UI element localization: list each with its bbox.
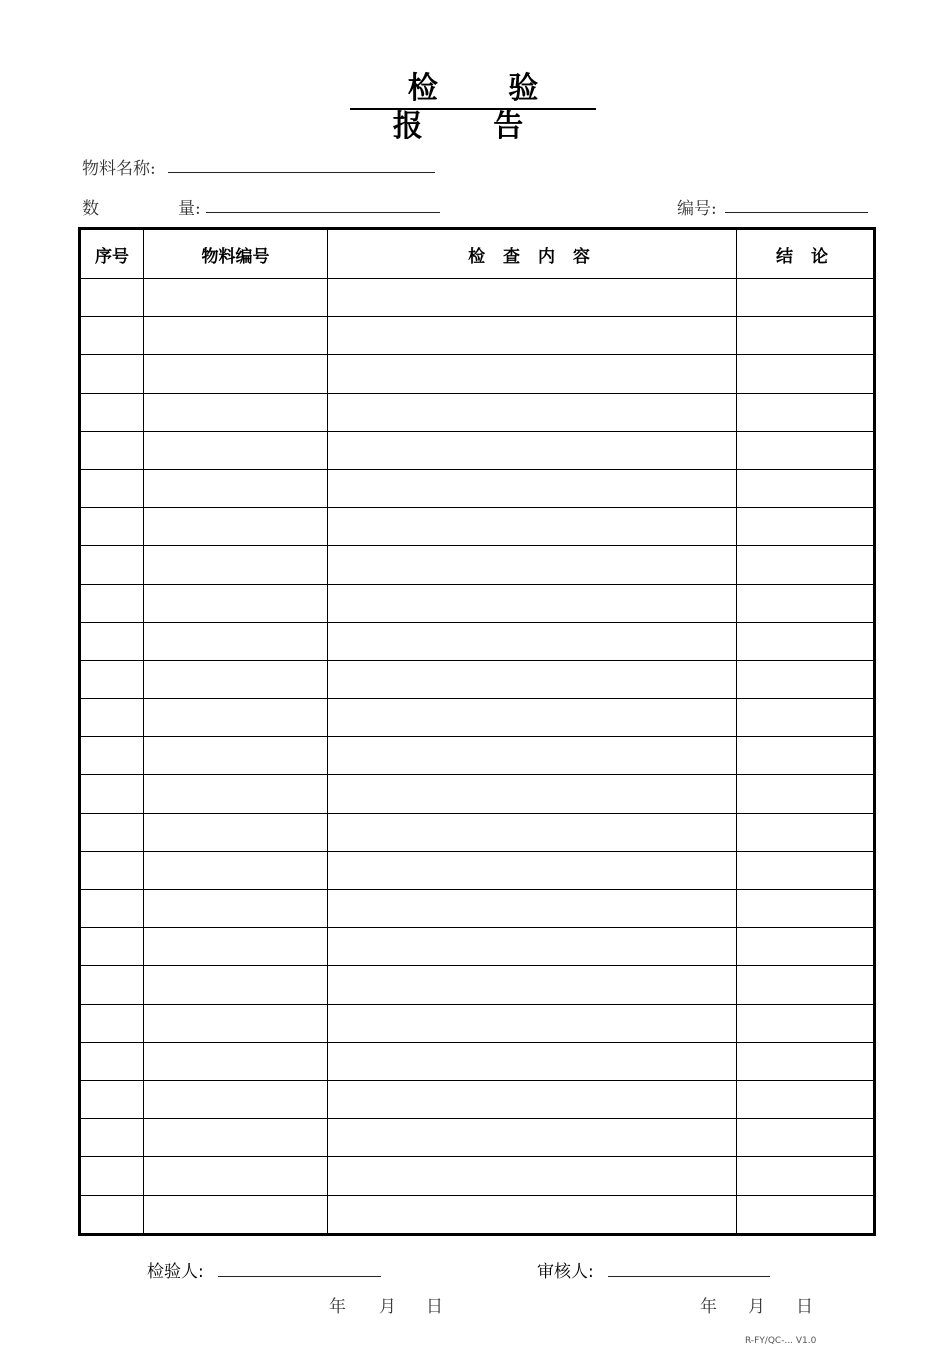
cell-seq[interactable]	[80, 279, 144, 317]
cell-conclusion[interactable]	[737, 279, 875, 317]
cell-seq[interactable]	[80, 660, 144, 698]
cell-material-code[interactable]	[144, 928, 328, 966]
cell-conclusion[interactable]	[737, 1195, 875, 1235]
cell-material-code[interactable]	[144, 622, 328, 660]
material-name-field[interactable]	[168, 172, 435, 173]
table-row	[80, 393, 875, 431]
cell-conclusion[interactable]	[737, 813, 875, 851]
cell-conclusion[interactable]	[737, 1157, 875, 1195]
table-row	[80, 469, 875, 507]
cell-inspection-content[interactable]	[328, 546, 737, 584]
cell-conclusion[interactable]	[737, 355, 875, 393]
cell-material-code[interactable]	[144, 1157, 328, 1195]
cell-seq[interactable]	[80, 317, 144, 355]
cell-inspection-content[interactable]	[328, 393, 737, 431]
reviewer-date-year: 年	[700, 1297, 717, 1317]
table-row	[80, 1080, 875, 1118]
table-row	[80, 775, 875, 813]
cell-inspection-content[interactable]	[328, 890, 737, 928]
cell-seq[interactable]	[80, 1157, 144, 1195]
table-row	[80, 813, 875, 851]
cell-seq[interactable]	[80, 622, 144, 660]
cell-conclusion[interactable]	[737, 622, 875, 660]
cell-conclusion[interactable]	[737, 546, 875, 584]
table-row	[80, 1119, 875, 1157]
cell-conclusion[interactable]	[737, 1042, 875, 1080]
header-conclusion: 结 论	[737, 229, 875, 279]
cell-material-code[interactable]	[144, 699, 328, 737]
inspector-date-month: 月	[379, 1297, 396, 1317]
cell-seq[interactable]	[80, 1119, 144, 1157]
cell-seq[interactable]	[80, 1004, 144, 1042]
cell-conclusion[interactable]	[737, 1119, 875, 1157]
reviewer-date-month: 月	[748, 1297, 765, 1317]
cell-conclusion[interactable]	[737, 469, 875, 507]
table-row	[80, 279, 875, 317]
table-row	[80, 1042, 875, 1080]
header-inspection-content: 检 查 内 容	[328, 229, 737, 279]
cell-conclusion[interactable]	[737, 775, 875, 813]
cell-conclusion[interactable]	[737, 851, 875, 889]
cell-inspection-content[interactable]	[328, 584, 737, 622]
cell-seq[interactable]	[80, 584, 144, 622]
cell-seq[interactable]	[80, 775, 144, 813]
cell-seq[interactable]	[80, 546, 144, 584]
reviewer-label: 审核人:	[537, 1262, 594, 1282]
cell-inspection-content[interactable]	[328, 355, 737, 393]
header-seq: 序号	[80, 229, 144, 279]
cell-seq[interactable]	[80, 928, 144, 966]
cell-inspection-content[interactable]	[328, 966, 737, 1004]
cell-material-code[interactable]	[144, 431, 328, 469]
cell-material-code[interactable]	[144, 851, 328, 889]
quantity-label-char1: 数	[82, 199, 99, 219]
cell-seq[interactable]	[80, 890, 144, 928]
table-row	[80, 317, 875, 355]
cell-inspection-content[interactable]	[328, 775, 737, 813]
cell-material-code[interactable]	[144, 508, 328, 546]
table-row	[80, 584, 875, 622]
inspector-date-year: 年	[329, 1297, 346, 1317]
table-row	[80, 622, 875, 660]
table-row	[80, 928, 875, 966]
cell-inspection-content[interactable]	[328, 1004, 737, 1042]
table-header-row	[80, 229, 875, 279]
cell-inspection-content[interactable]	[328, 469, 737, 507]
cell-conclusion[interactable]	[737, 890, 875, 928]
table-row	[80, 355, 875, 393]
cell-material-code[interactable]	[144, 775, 328, 813]
cell-conclusion[interactable]	[737, 317, 875, 355]
cell-conclusion[interactable]	[737, 431, 875, 469]
cell-conclusion[interactable]	[737, 508, 875, 546]
table-row	[80, 431, 875, 469]
table-row	[80, 1157, 875, 1195]
cell-seq[interactable]	[80, 393, 144, 431]
cell-conclusion[interactable]	[737, 393, 875, 431]
cell-material-code[interactable]	[144, 1080, 328, 1118]
cell-seq[interactable]	[80, 431, 144, 469]
cell-conclusion[interactable]	[737, 699, 875, 737]
document-code: R-FY/QC-... V1.0	[745, 1336, 817, 1346]
cell-conclusion[interactable]	[737, 737, 875, 775]
number-label: 编号:	[677, 199, 717, 219]
cell-inspection-content[interactable]	[328, 851, 737, 889]
cell-material-code[interactable]	[144, 584, 328, 622]
cell-seq[interactable]	[80, 851, 144, 889]
cell-material-code[interactable]	[144, 279, 328, 317]
cell-inspection-content[interactable]	[328, 1157, 737, 1195]
cell-seq[interactable]	[80, 355, 144, 393]
table-row	[80, 851, 875, 889]
reviewer-date-day: 日	[796, 1297, 813, 1317]
table-row	[80, 660, 875, 698]
table-row	[80, 890, 875, 928]
cell-material-code[interactable]	[144, 355, 328, 393]
cell-inspection-content[interactable]	[328, 508, 737, 546]
cell-seq[interactable]	[80, 469, 144, 507]
cell-inspection-content[interactable]	[328, 1195, 737, 1235]
cell-material-code[interactable]	[144, 966, 328, 1004]
table-row	[80, 699, 875, 737]
cell-material-code[interactable]	[144, 1195, 328, 1235]
cell-inspection-content[interactable]	[328, 737, 737, 775]
cell-material-code[interactable]	[144, 1042, 328, 1080]
cell-inspection-content[interactable]	[328, 1119, 737, 1157]
material-name-label: 物料名称:	[82, 159, 156, 179]
table-row	[80, 737, 875, 775]
reviewer-field[interactable]	[608, 1276, 770, 1277]
inspection-table	[78, 227, 876, 1236]
cell-inspection-content[interactable]	[328, 1042, 737, 1080]
cell-seq[interactable]	[80, 1080, 144, 1118]
cell-inspection-content[interactable]	[328, 813, 737, 851]
cell-material-code[interactable]	[144, 469, 328, 507]
table-row	[80, 508, 875, 546]
cell-inspection-content[interactable]	[328, 431, 737, 469]
page-title: 检 验 报 告	[350, 70, 596, 110]
cell-conclusion[interactable]	[737, 966, 875, 1004]
inspector-label: 检验人:	[147, 1262, 204, 1282]
cell-material-code[interactable]	[144, 393, 328, 431]
cell-material-code[interactable]	[144, 660, 328, 698]
cell-conclusion[interactable]	[737, 1080, 875, 1118]
table-row	[80, 966, 875, 1004]
cell-material-code[interactable]	[144, 813, 328, 851]
cell-seq[interactable]	[80, 1195, 144, 1235]
table-row	[80, 546, 875, 584]
cell-seq[interactable]	[80, 1042, 144, 1080]
cell-inspection-content[interactable]	[328, 928, 737, 966]
cell-inspection-content[interactable]	[328, 622, 737, 660]
cell-inspection-content[interactable]	[328, 1080, 737, 1118]
cell-material-code[interactable]	[144, 1004, 328, 1042]
quantity-field[interactable]	[206, 212, 440, 213]
cell-inspection-content[interactable]	[328, 279, 737, 317]
cell-material-code[interactable]	[144, 546, 328, 584]
quantity-label-char2: 量:	[178, 199, 201, 219]
cell-material-code[interactable]	[144, 737, 328, 775]
cell-conclusion[interactable]	[737, 660, 875, 698]
cell-inspection-content[interactable]	[328, 660, 737, 698]
cell-inspection-content[interactable]	[328, 699, 737, 737]
cell-conclusion[interactable]	[737, 1004, 875, 1042]
cell-seq[interactable]	[80, 966, 144, 1004]
cell-conclusion[interactable]	[737, 584, 875, 622]
number-field[interactable]	[725, 212, 868, 213]
table-row	[80, 1195, 875, 1235]
cell-material-code[interactable]	[144, 1119, 328, 1157]
cell-material-code[interactable]	[144, 317, 328, 355]
inspector-date-day: 日	[426, 1297, 443, 1317]
cell-material-code[interactable]	[144, 890, 328, 928]
cell-conclusion[interactable]	[737, 928, 875, 966]
cell-seq[interactable]	[80, 813, 144, 851]
table-body	[80, 279, 875, 1235]
inspector-field[interactable]	[218, 1276, 381, 1277]
table-row	[80, 1004, 875, 1042]
cell-seq[interactable]	[80, 737, 144, 775]
cell-seq[interactable]	[80, 699, 144, 737]
cell-inspection-content[interactable]	[328, 317, 737, 355]
header-material-code: 物料编号	[144, 229, 328, 279]
cell-seq[interactable]	[80, 508, 144, 546]
